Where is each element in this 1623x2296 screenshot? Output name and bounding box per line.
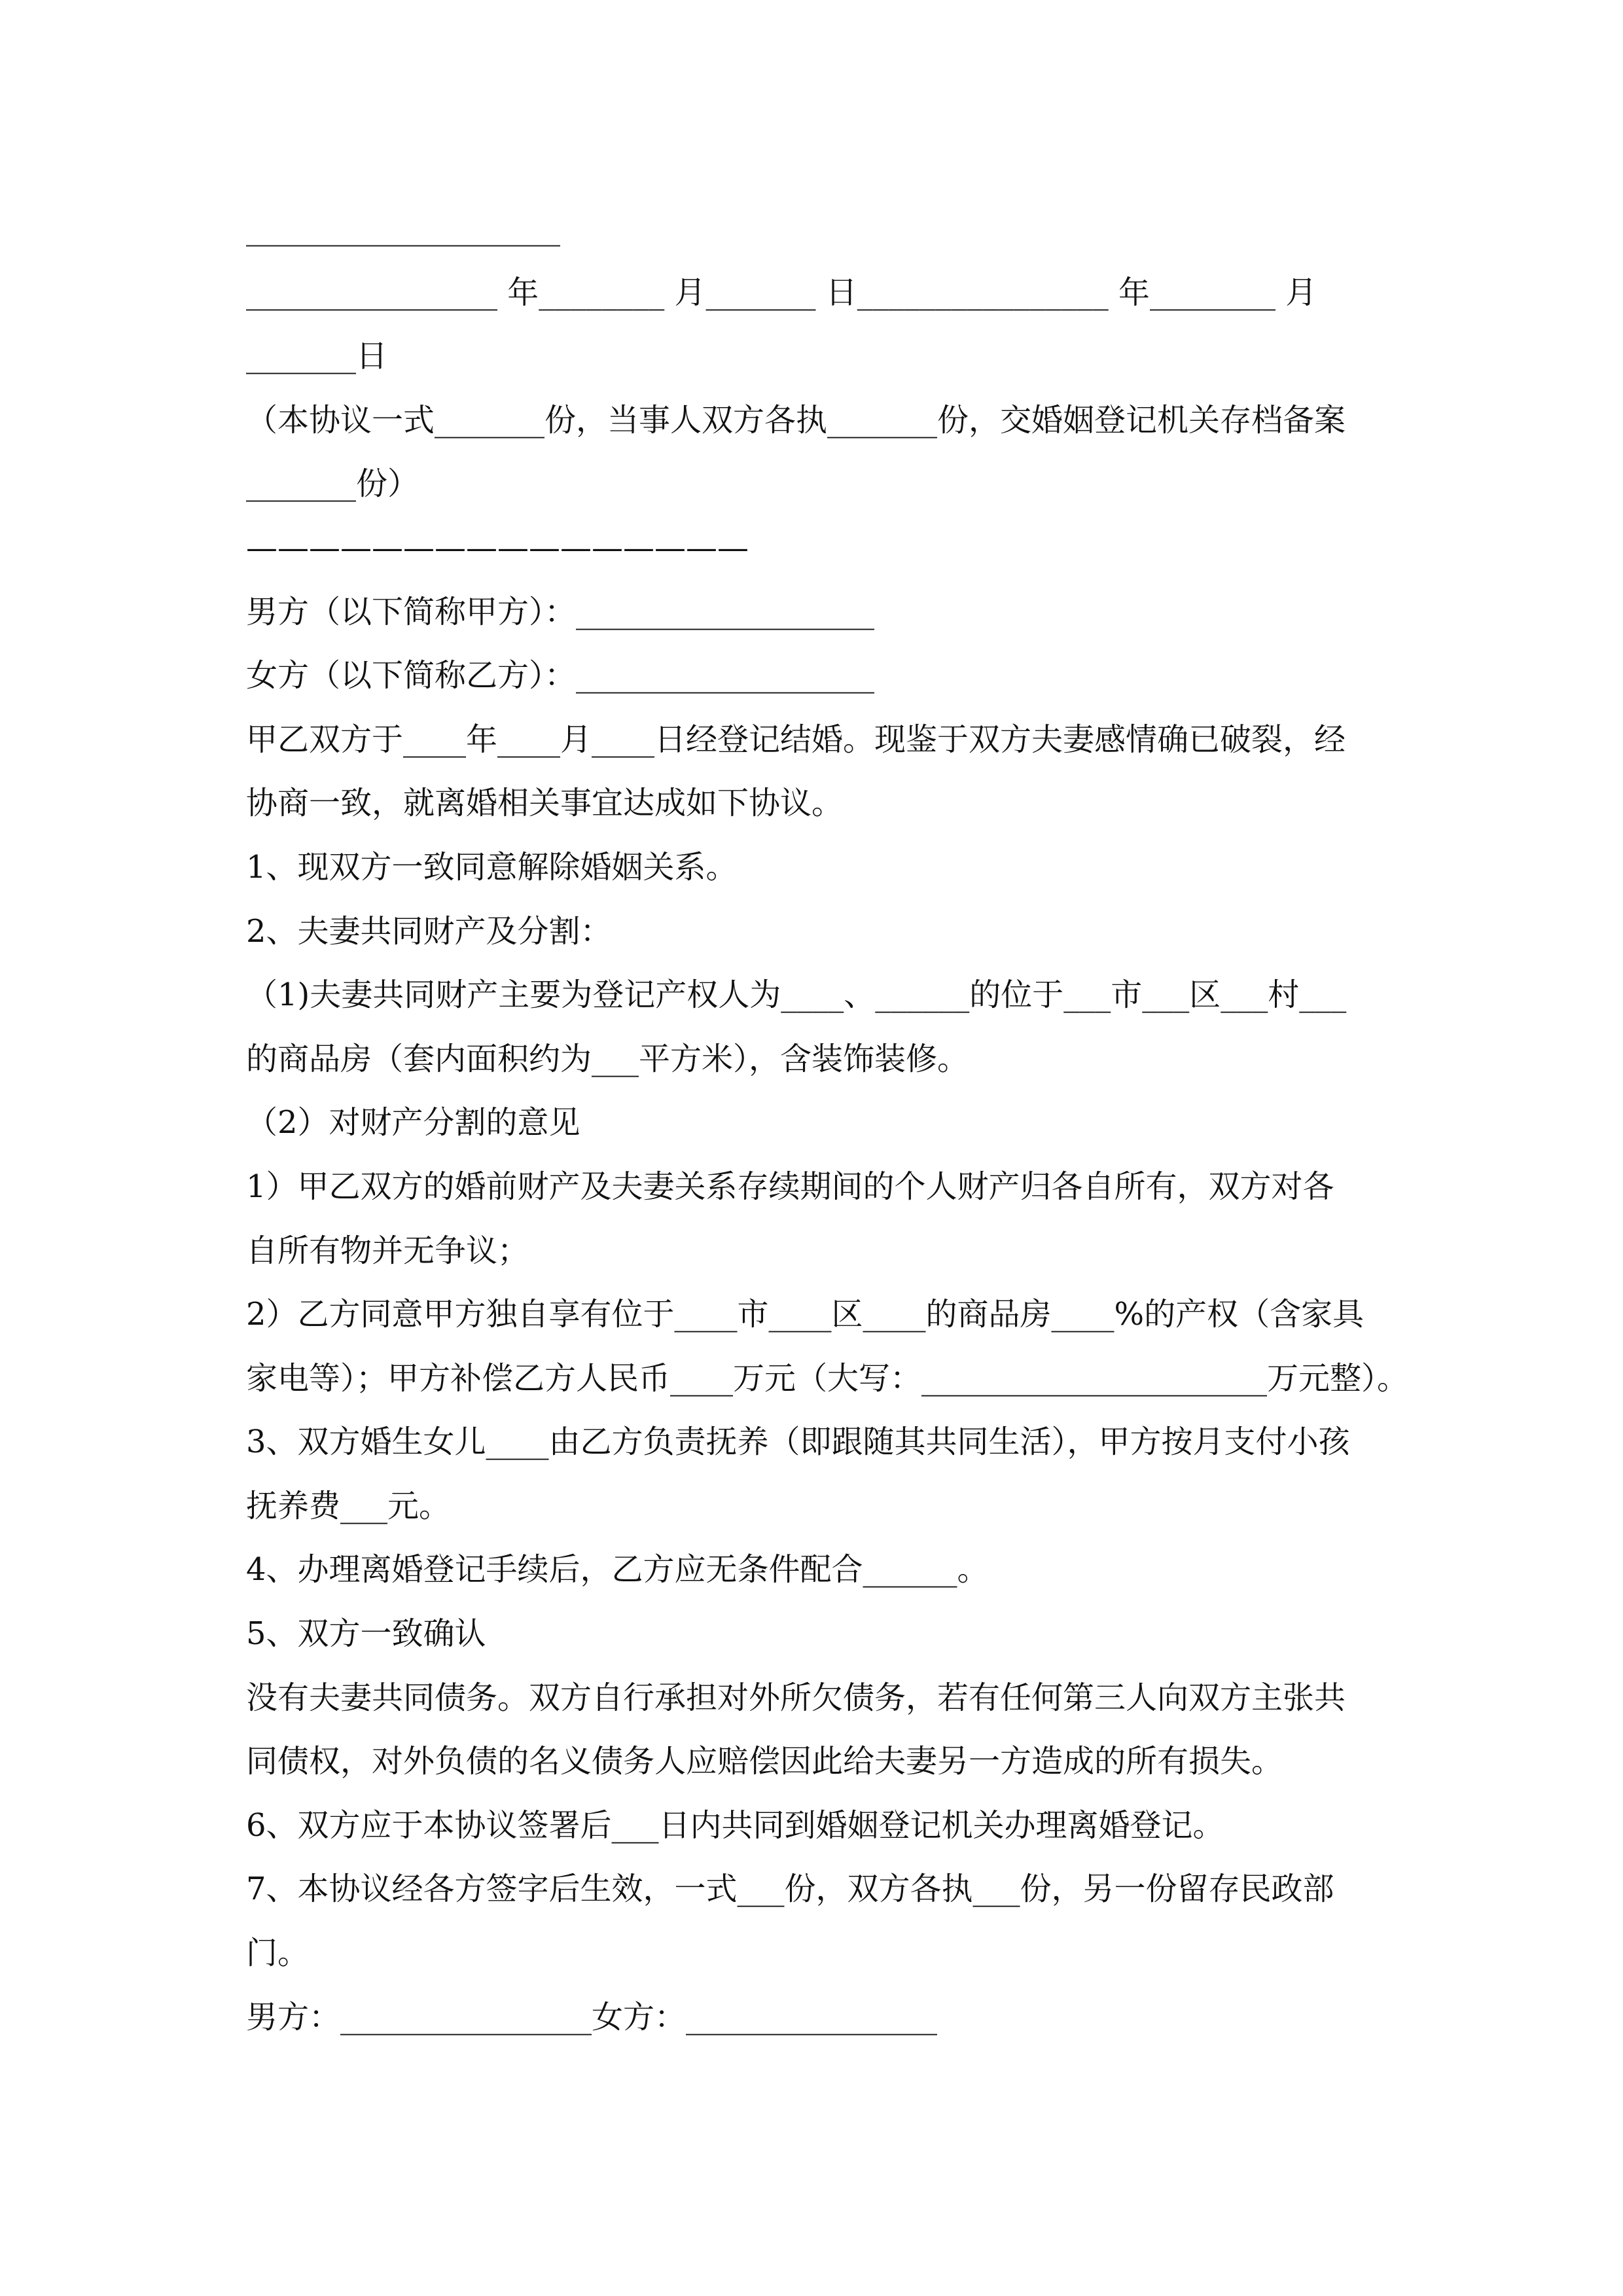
clause-5-heading: 5、双方一致确认 (246, 1615, 486, 1653)
clause-2-1-continued: 的商品房（套内面积约为___平方米），含装饰装修。 (246, 1040, 969, 1077)
clause-4: 4、办理离婚登记手续后，乙方应无条件配合______。 (246, 1551, 989, 1588)
clause-7: 7、本协议经各方签字后生效，一式___份，双方各执___份，另一份留存民政部 (246, 1871, 1334, 1908)
preamble: 甲乙双方于____年____月____日经登记结婚。现鉴于双方夫妻感情确已破裂，经 (246, 721, 1346, 758)
clause-2-2-heading: （2）对财产分割的意见 (246, 1104, 580, 1141)
party-male: 男方（以下简称甲方）：___________________ (246, 593, 875, 630)
clause-2-heading: 2、夫妻共同财产及分割： (246, 912, 612, 950)
signature-line: ____________________ (246, 210, 560, 247)
clause-3: 3、双方婚生女儿____由乙方负责抚养（即跟随其共同生活），甲方按月支付小孩 (246, 1424, 1350, 1461)
copies-note: （本协议一式_______份，当事人双方各执_______份，交婚姻登记机关存档备案 (246, 401, 1346, 439)
section-divider: ———————————————— (246, 529, 749, 566)
party-female: 女方（以下简称乙方）：___________________ (246, 657, 875, 694)
clause-5-body: 没有夫妻共同债务。双方自行承担对外所欠债务，若有任何第三人向双方主张共 (246, 1679, 1346, 1716)
signature-block: 男方：________________女方：________________ (246, 1998, 938, 2036)
clause-7-continued: 门。 (246, 1935, 310, 1972)
clause-2-2-item-2: 2）乙方同意甲方独自享有位于____市____区____的商品房____%的产权（含家具 (246, 1296, 1364, 1333)
clause-5-body-continued: 同债权，对外负债的名义债务人应赔偿因此给夫妻另一方造成的所有损失。 (246, 1743, 1283, 1780)
divorce-agreement-page (246, 197, 1489, 2049)
date-line-continued: _______日 (246, 338, 388, 375)
clause-3-continued: 抚养费___元。 (246, 1487, 451, 1524)
preamble-continued: 协商一致，就离婚相关事宜达成如下协议。 (246, 785, 844, 822)
date-line: ________________ 年________ 月_______ 日________________ 年________ 月 (246, 274, 1317, 311)
copies-note-continued: _______份） (246, 465, 419, 503)
clause-2-2-item-2-continued: 家电等）；甲方补偿乙方人民币____万元（大写：______________________万元整）。 (246, 1359, 1409, 1397)
clause-1: 1、现双方一致同意解除婚姻关系。 (246, 848, 738, 886)
clause-2-1: （1)夫妻共同财产主要为登记产权人为____、______的位于___市___区___村___ (246, 977, 1347, 1014)
clause-2-2-item-1-continued: 自所有物并无争议； (246, 1232, 529, 1269)
clause-6: 6、双方应于本协议签署后___日内共同到婚姻登记机关办理离婚登记。 (246, 1806, 1224, 1844)
clause-2-2-item-1: 1）甲乙双方的婚前财产及夫妻关系存续期间的个人财产归各自所有，双方对各 (246, 1168, 1334, 1205)
